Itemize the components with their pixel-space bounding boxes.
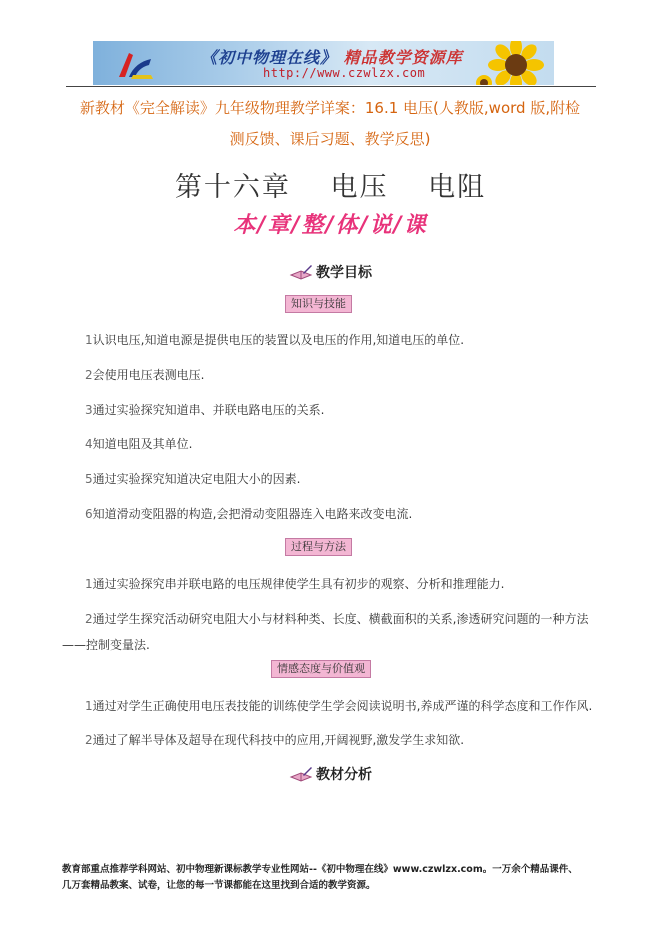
header-banner <box>93 41 554 85</box>
list-item: 3通过实验探究知道串、并联电路电压的关系. <box>85 403 325 417</box>
list-item: 4知道电阻及其单位. <box>85 437 193 451</box>
list-item: 2会使用电压表测电压. <box>85 368 205 382</box>
chapter-title: 第十六章 电压 电阻 <box>174 172 487 203</box>
list-item: 5通过实验探究知道决定电阻大小的因素. <box>85 472 301 486</box>
banner-url[interactable]: http://www.czwlzx.com <box>263 66 426 80</box>
list-item: 2通过了解半导体及超导在现代科技中的应用,开阔视野,激发学生求知欲. <box>85 733 465 747</box>
header-divider <box>66 86 596 87</box>
tag-knowledge-skills: 知识与技能 <box>285 295 352 313</box>
document-title-line1: 新教材《完全解读》九年级物理教学详案：16.1 电压(人教版,word 版,附检 <box>79 99 581 117</box>
footer-line2: 几万套精品教案、试卷，让您的每一节课都能在这里找到合适的教学资源。 <box>62 880 376 891</box>
tag-attitudes-values: 情感态度与价值观 <box>271 660 371 678</box>
objectives-heading-text: 教学目标 <box>316 265 372 281</box>
list-item: 1通过实验探究串并联电路的电压规律使学生具有初步的观察、分析和推理能力. <box>85 577 505 591</box>
analysis-heading-text: 教材分析 <box>316 767 372 783</box>
banner-title-left: 《初中物理在线》 <box>201 48 338 67</box>
list-item: 6知道滑动变阻器的构造,会把滑动变阻器连入电路来改变电流. <box>85 507 413 521</box>
banner-title-right: 精品教学资源库 <box>343 48 463 67</box>
banner-title <box>201 45 463 68</box>
pen-book-icon <box>289 765 313 783</box>
list-item-continuation: ——控制变量法. <box>62 638 150 652</box>
page-footer <box>62 862 602 894</box>
list-item: 2通过学生探究活动研究电阻大小与材料种类、长度、横截面积的关系,渗透研究问题的一种方法 <box>85 612 589 626</box>
tag-process-methods: 过程与方法 <box>285 538 352 556</box>
sunflower-icon <box>472 41 552 85</box>
site-logo-icon <box>115 47 155 81</box>
pen-book-icon <box>289 263 313 281</box>
list-item: 1通过对学生正确使用电压表技能的训练使学生学会阅读说明书,养成严谨的科学态度和工作作风. <box>85 699 593 713</box>
chapter-subtitle: 本/章/整/体/说/课 <box>233 213 428 238</box>
analysis-heading <box>0 764 661 784</box>
document-title-line2: 测反馈、课后习题、教学反思) <box>229 130 431 148</box>
objectives-heading <box>0 262 661 282</box>
list-item: 1认识电压,知道电源是提供电压的装置以及电压的作用,知道电压的单位. <box>85 333 465 347</box>
footer-line1: 教育部重点推荐学科网站、初中物理新课标教学专业性网站--《初中物理在线》www.czwlzx.com。一万余个精品课件、 <box>62 864 578 875</box>
